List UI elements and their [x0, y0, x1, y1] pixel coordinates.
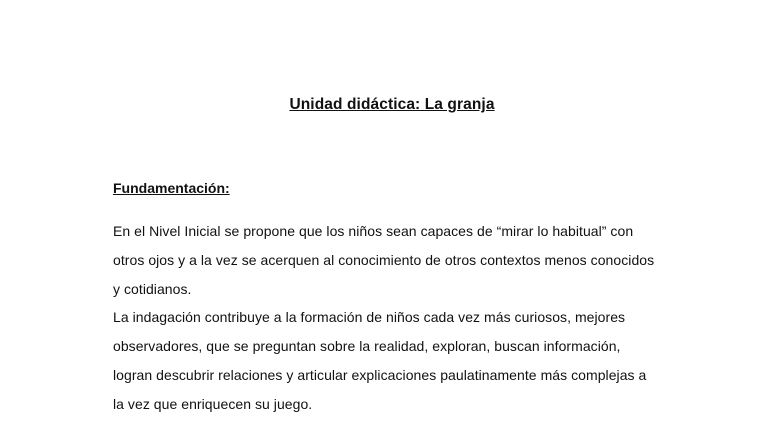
paragraph-line: logran descubrir relaciones y articular explicaciones paulatinamente más complejas a	[113, 367, 647, 383]
paragraph-line: observadores, que se preguntan sobre la realidad, exploran, buscan información,	[113, 338, 621, 354]
paragraph-line: otros ojos y a la vez se acerquen al conocimiento de otros contextos menos conocidos	[113, 252, 655, 268]
section-heading-fundamentacion: Fundamentación:	[113, 180, 230, 196]
paragraph-line: la vez que enriquecen su juego.	[113, 396, 313, 412]
paragraph-line: La indagación contribuye a la formación de niños cada vez más curiosos, mejores	[113, 309, 626, 325]
paragraph-line: En el Nivel Inicial se propone que los niños sean capaces de “mirar lo habitual” con	[113, 223, 634, 239]
document-title: Unidad didáctica: La granja	[289, 96, 495, 113]
paragraph-line: y cotidianos.	[113, 281, 192, 297]
